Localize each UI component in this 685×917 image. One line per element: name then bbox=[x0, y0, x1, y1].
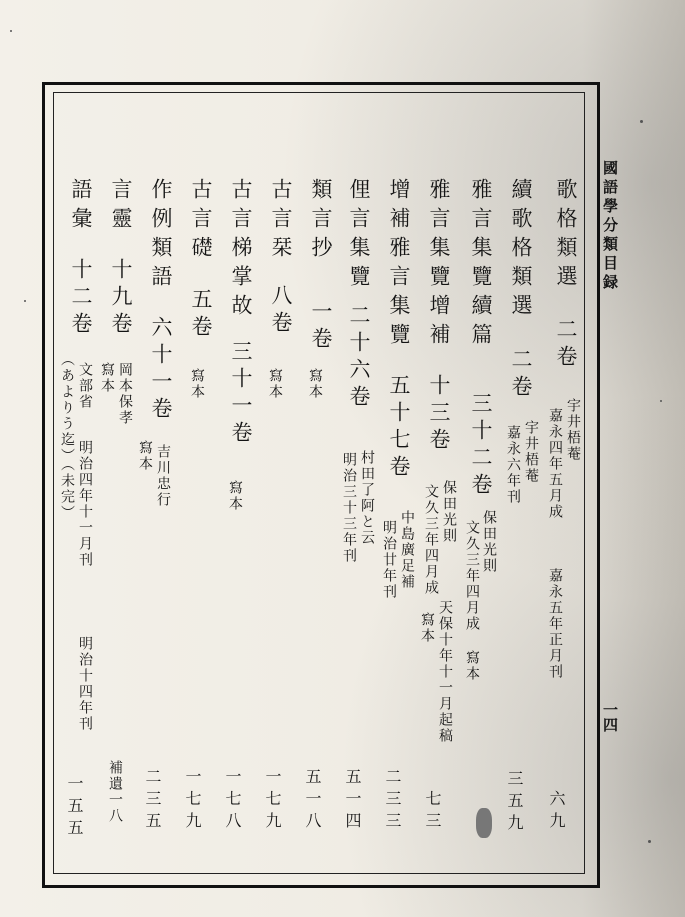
entry-title: 古言礎 bbox=[189, 178, 213, 265]
entry-note: 宇井梧菴 bbox=[565, 398, 581, 462]
entry-note: 明治廿年刊 bbox=[381, 520, 397, 600]
entry-volumes: 十三卷 bbox=[427, 374, 451, 455]
entry-title: 歌格類選 bbox=[554, 178, 578, 294]
entry-page: 一五五 bbox=[65, 775, 84, 841]
entry-volumes: 八卷 bbox=[269, 284, 293, 338]
entry-title: 作例類語 bbox=[149, 178, 173, 294]
entry-note: 村田了阿と云 bbox=[359, 450, 375, 546]
entry-note: 寫本 bbox=[99, 362, 115, 394]
entry-note: 寫本 bbox=[267, 368, 283, 400]
running-header: 國語學分類目録 bbox=[601, 160, 619, 293]
entry-volumes: 十九卷 bbox=[109, 258, 133, 339]
folio-number: 一四 bbox=[601, 702, 619, 732]
entry-title: 類言抄 bbox=[309, 178, 333, 265]
ink-smudge bbox=[476, 808, 492, 838]
entry-volumes: 五卷 bbox=[189, 288, 213, 342]
scan-speck bbox=[10, 30, 12, 32]
entry-page: 一七九 bbox=[183, 768, 202, 834]
entry-note: 寫本 bbox=[419, 612, 435, 644]
entry-note: 嘉永四年五月成 bbox=[547, 408, 563, 520]
entry-title: 古言栞 bbox=[269, 178, 293, 265]
entry-page: 五一八 bbox=[303, 768, 322, 834]
entry-note: 嘉永五年正月刊 bbox=[547, 568, 563, 680]
entry-note: 嘉永六年刊 bbox=[505, 425, 521, 505]
entry-title: 增補雅言集覽 bbox=[387, 178, 411, 352]
entry-volumes: 六十一卷 bbox=[149, 316, 173, 424]
entry-page: 七三 bbox=[423, 790, 442, 834]
entry-volumes: 三十一卷 bbox=[229, 340, 253, 448]
scan-speck bbox=[640, 120, 643, 123]
entry-page: 補遺一八 bbox=[107, 760, 123, 824]
entry-page: 五一四 bbox=[343, 768, 362, 834]
entry-note: 寫本 bbox=[307, 368, 323, 400]
entry-note: （あよりう迄）（未完） bbox=[59, 352, 75, 521]
entry-note: 中島廣足補 bbox=[399, 510, 415, 590]
entry-note: 明治三十三年刊 bbox=[341, 452, 357, 564]
entry-note: 岡本保孝 bbox=[117, 362, 133, 426]
entry-title: 續歌格類選 bbox=[509, 178, 533, 323]
entry-note: 寫本 bbox=[137, 440, 153, 472]
entry-volumes: 二卷 bbox=[509, 348, 533, 402]
entry-note: 文久三年四月成 bbox=[423, 484, 439, 596]
entry-volumes: 二卷 bbox=[554, 318, 578, 372]
entry-note: 文部省 bbox=[77, 362, 93, 410]
scan-speck bbox=[648, 840, 651, 843]
entry-note: 文久三年四月成 bbox=[464, 520, 480, 632]
entry-volumes: 二十六卷 bbox=[347, 304, 371, 412]
entry-note: 天保十年十一月起稿 bbox=[437, 600, 453, 744]
entry-volumes: 三十二卷 bbox=[469, 392, 493, 500]
entry-title: 言靈 bbox=[109, 178, 133, 236]
scan-speck bbox=[660, 400, 662, 402]
entry-note: 寫本 bbox=[189, 368, 205, 400]
entry-volumes: 一卷 bbox=[309, 300, 333, 354]
entry-title: 雅言集覽續篇 bbox=[469, 178, 493, 352]
entry-note: 寫本 bbox=[464, 650, 480, 682]
entry-page: 二三三 bbox=[383, 768, 402, 834]
entry-page: 二三五 bbox=[143, 768, 162, 834]
entry-title: 語彙 bbox=[69, 178, 93, 236]
entry-note: 明治十四年刊 bbox=[77, 636, 93, 732]
entry-note: 保田光則 bbox=[441, 480, 457, 544]
entry-page: 一七八 bbox=[223, 768, 242, 834]
entry-page: 三五九 bbox=[505, 770, 524, 836]
entry-note: 明治四年十一月刊 bbox=[77, 440, 93, 568]
entry-page: 六九 bbox=[547, 790, 566, 834]
entry-page: 一七九 bbox=[263, 768, 282, 834]
entry-title: 雅言集覽增補 bbox=[427, 178, 451, 352]
entry-note: 保田光則 bbox=[481, 510, 497, 574]
entry-volumes: 十二卷 bbox=[69, 258, 93, 339]
entry-note: 吉川忠行 bbox=[155, 444, 171, 508]
entry-volumes: 五十七卷 bbox=[387, 374, 411, 482]
entry-title: 俚言集覽 bbox=[347, 178, 371, 294]
scan-speck bbox=[24, 300, 26, 302]
entry-note: 寫本 bbox=[227, 480, 243, 512]
entry-note: 宇井梧菴 bbox=[523, 420, 539, 484]
entry-title: 古言梯掌故 bbox=[229, 178, 253, 323]
